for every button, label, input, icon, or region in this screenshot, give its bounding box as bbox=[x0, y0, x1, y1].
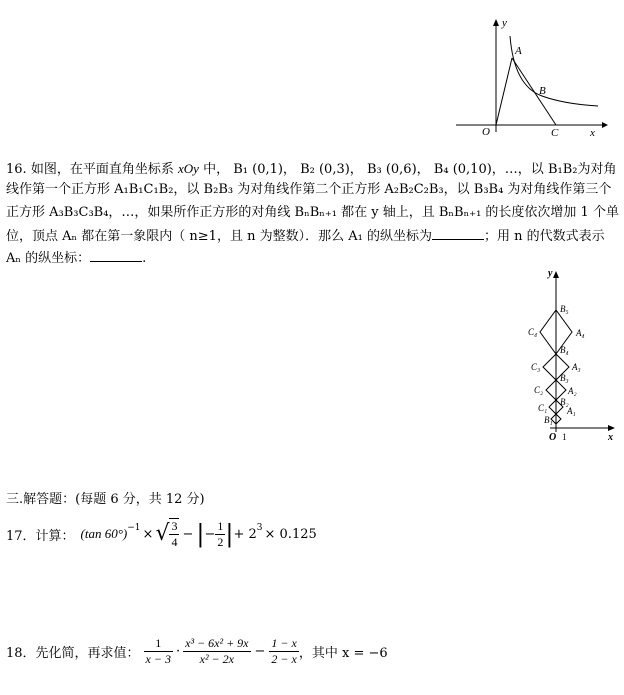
q16-text-2: 中， bbox=[203, 162, 230, 177]
function-graph-figure bbox=[452, 14, 612, 138]
q17-abs-right: | bbox=[225, 520, 234, 548]
fig2-label-c3: C₃ bbox=[531, 362, 541, 372]
q16-line-4 bbox=[6, 227, 605, 245]
q17-minus: − bbox=[182, 526, 194, 542]
q16-b2: B₂ (0,3)， bbox=[300, 162, 363, 177]
q16-b1b2: B₁B₂ bbox=[547, 162, 578, 177]
q17-tan: (tan 60°) bbox=[80, 526, 128, 541]
x-axis-arrow-icon bbox=[602, 122, 608, 128]
graph-label-x: x bbox=[590, 127, 595, 138]
q17-half bbox=[215, 519, 225, 550]
q17-sqrt-den: 4 bbox=[171, 535, 178, 549]
q17-exponent: 3 bbox=[256, 523, 263, 533]
q16-text-3: 为对角 bbox=[577, 162, 617, 177]
q17-half-den: 2 bbox=[217, 534, 224, 549]
fig2-label-a1: A₁ bbox=[567, 406, 576, 416]
segment-oa bbox=[496, 58, 512, 125]
fig2-x-arrow-icon bbox=[608, 425, 615, 431]
q16-b3: B₃ (0,6)， bbox=[366, 162, 430, 177]
q16-number: 16. bbox=[6, 162, 27, 177]
segment-ac bbox=[512, 58, 556, 125]
q18 bbox=[6, 632, 388, 670]
q18-label: 18．先化简，再求值： bbox=[6, 645, 140, 661]
q16-line-5-tail: . bbox=[142, 251, 147, 266]
fig2-label-one: 1 bbox=[562, 432, 567, 442]
fig2-label-b3: B₃ bbox=[560, 373, 569, 383]
q16-line-5 bbox=[6, 249, 146, 267]
q17-tail: × 0.125 bbox=[264, 526, 317, 542]
q17-abs-minus: − bbox=[204, 526, 216, 542]
fig2-label-c1: C₁ bbox=[538, 403, 548, 413]
graph-label-origin: O bbox=[482, 126, 490, 138]
fig2-y-arrow-icon bbox=[553, 271, 559, 278]
fig2-label-a4: A₄ bbox=[576, 328, 585, 338]
q17-half-num: 1 bbox=[217, 518, 224, 533]
fig2-label-origin: O bbox=[549, 432, 557, 442]
q17-times: × bbox=[142, 526, 154, 542]
q18-f1-num: 1 bbox=[144, 636, 173, 652]
q16-line-1 bbox=[6, 161, 616, 178]
q16-text-1: 如图，在平面直角坐标系 bbox=[30, 162, 174, 177]
q16-line-4-text: 位，顶点 Aₙ 都在第一象限内（ n≥1，且 n 为整数）．那么 A₁ 的纵坐标为 bbox=[6, 229, 432, 244]
q16-line-5-text: Aₙ 的纵坐标： bbox=[6, 251, 91, 266]
q17-abs-left: | bbox=[196, 520, 205, 548]
graph-label-b: B bbox=[539, 85, 546, 97]
q17-tan-power: −1 bbox=[127, 523, 141, 533]
q16-line-2: 线作第一个正方形 A₁B₁C₁B₂，以 B₂B₃ 为对角线作第二个正方形 A₂B₂C₂B₃，以 B₃B₄ 为对角线作第三个 bbox=[6, 182, 612, 197]
q16-line-3: 正方形 A₃B₃C₃B₄，…，如果所作正方形的对角线 BₙBₙ₊₁ 都在 y 轴上，且 BₙBₙ₊₁ 的长度依次增加 1 个单 bbox=[6, 205, 619, 220]
q18-dot: · bbox=[175, 643, 181, 659]
q16-answer-blank-2[interactable] bbox=[90, 249, 142, 262]
q18-fraction-1 bbox=[144, 636, 173, 667]
q16-line-4-tail: ；用 n 的代数式表示 bbox=[483, 229, 605, 244]
fig2-label-a2: A₂ bbox=[568, 386, 577, 396]
q18-f3-num: 1 − x bbox=[271, 635, 297, 650]
q18-minus: − bbox=[254, 643, 266, 659]
fig2-label-b1: B₁ bbox=[544, 415, 553, 425]
q18-f2-num: x³ − 6x² + 9x bbox=[185, 635, 249, 650]
graph-label-y: y bbox=[502, 17, 507, 29]
squares-figure bbox=[520, 266, 620, 442]
q18-fraction-3 bbox=[269, 636, 298, 667]
graph-label-c: C bbox=[551, 127, 559, 138]
graph-label-a: A bbox=[515, 45, 522, 57]
section-3-title: 三.解答题：(每题 6 分，共 12 分) bbox=[6, 492, 205, 507]
q18-tail: ，其中 x = −6 bbox=[298, 645, 388, 661]
q18-f1-den: x − 3 bbox=[145, 651, 171, 666]
q17-plus-two: + 2 bbox=[233, 526, 257, 542]
q18-f3-den: 2 − x bbox=[271, 651, 297, 666]
fig2-label-x: x bbox=[608, 432, 613, 442]
q16-b1: B₁ (0,1)， bbox=[233, 162, 296, 177]
q16-answer-blank-1[interactable] bbox=[432, 227, 484, 240]
q17-sqrt bbox=[155, 518, 179, 550]
q17-label: 17．计算： bbox=[6, 528, 75, 544]
fig2-label-c4: C₄ bbox=[528, 327, 538, 337]
q18-fraction-2 bbox=[183, 636, 250, 667]
q18-f2-den: x² − 2x bbox=[199, 651, 234, 666]
fig2-label-c2: C₂ bbox=[534, 385, 544, 395]
q17-sqrt-fraction bbox=[169, 518, 179, 550]
fig2-label-b4: B₄ bbox=[560, 345, 569, 355]
q16-b4: B₄ (0,10)，…，以 bbox=[433, 162, 544, 177]
q17-sqrt-num: 3 bbox=[171, 519, 178, 533]
fig2-label-b5: B₅ bbox=[560, 304, 569, 314]
q17-radical-sign: √ bbox=[155, 521, 170, 546]
y-axis-arrow-icon bbox=[493, 19, 499, 26]
hyperbola-curve bbox=[510, 36, 598, 106]
fig2-label-a3: A₃ bbox=[572, 362, 581, 372]
q17 bbox=[6, 514, 317, 554]
fig2-label-b2: B₂ bbox=[560, 397, 569, 407]
fig2-label-y: y bbox=[548, 268, 553, 279]
q16-coord-sys: xOy bbox=[177, 161, 199, 176]
